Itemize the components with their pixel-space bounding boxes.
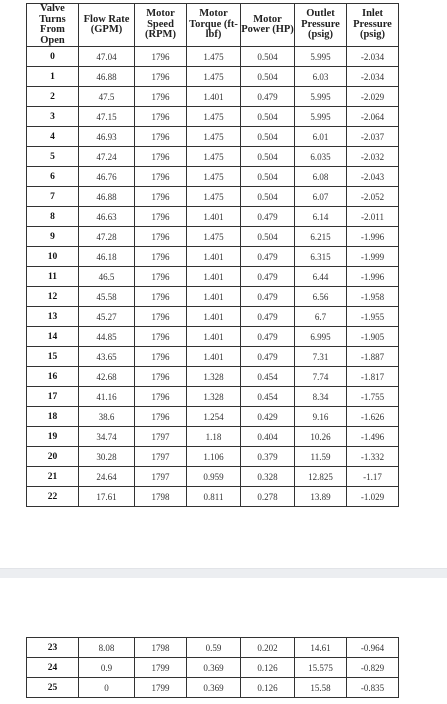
- table-cell: 47.28: [79, 227, 135, 247]
- table-cell: 21: [27, 467, 79, 487]
- header-valve-turns: Valve Turns From Open: [27, 4, 79, 47]
- table-cell: 6.03: [295, 67, 347, 87]
- table-cell: -2.052: [347, 187, 399, 207]
- table-cell: 6.44: [295, 267, 347, 287]
- table-row: [27, 87, 399, 107]
- table-cell: 6.07: [295, 187, 347, 207]
- table-cell: 0.479: [241, 87, 295, 107]
- table-cell: 1.328: [187, 367, 241, 387]
- table-row: [27, 207, 399, 227]
- table-cell: 46.88: [79, 67, 135, 87]
- table-cell: 1.401: [187, 287, 241, 307]
- table-cell: 25: [27, 678, 79, 698]
- table-cell: -2.034: [347, 47, 399, 67]
- table-cell: 1796: [135, 407, 187, 427]
- table-cell: 1797: [135, 467, 187, 487]
- table-cell: 8.08: [79, 638, 135, 658]
- table-cell: 0.404: [241, 427, 295, 447]
- table-cell: 6.14: [295, 207, 347, 227]
- header-outlet-pressure: Outlet Pressure (psig): [295, 4, 347, 47]
- table-cell: 0.479: [241, 287, 295, 307]
- table-cell: 20: [27, 447, 79, 467]
- table-cell: 47.15: [79, 107, 135, 127]
- table-header-row: [27, 4, 399, 47]
- table-row: [27, 267, 399, 287]
- table-cell: 3: [27, 107, 79, 127]
- table-cell: 1799: [135, 678, 187, 698]
- table-cell: 1.475: [187, 127, 241, 147]
- table-cell: 7.31: [295, 347, 347, 367]
- table-row: [27, 47, 399, 67]
- table-row: [27, 347, 399, 367]
- table-cell: 0.479: [241, 307, 295, 327]
- table-cell: 30.28: [79, 447, 135, 467]
- table-cell: -2.043: [347, 167, 399, 187]
- table-cell: 7: [27, 187, 79, 207]
- table-cell: -0.835: [347, 678, 399, 698]
- table-cell: 14: [27, 327, 79, 347]
- table-cell: 1796: [135, 147, 187, 167]
- table-cell: 1797: [135, 447, 187, 467]
- table-cell: 1796: [135, 327, 187, 347]
- table-cell: 41.16: [79, 387, 135, 407]
- table-cell: 7.74: [295, 367, 347, 387]
- table-cell: 0.504: [241, 187, 295, 207]
- table-cell: 45.58: [79, 287, 135, 307]
- table-cell: -1.887: [347, 347, 399, 367]
- table-cell: 1798: [135, 487, 187, 507]
- table-cell: 1796: [135, 387, 187, 407]
- table-cell: 1796: [135, 367, 187, 387]
- table-cell: 12: [27, 287, 79, 307]
- table-cell: 1796: [135, 207, 187, 227]
- table-cell: 13.89: [295, 487, 347, 507]
- table-row: [27, 367, 399, 387]
- table-cell: 1.106: [187, 447, 241, 467]
- pump-test-table-continued: [26, 637, 399, 698]
- table-cell: 0.504: [241, 147, 295, 167]
- table-cell: 46.5: [79, 267, 135, 287]
- table-cell: 6.315: [295, 247, 347, 267]
- table-cell: -1.905: [347, 327, 399, 347]
- table-cell: 16: [27, 367, 79, 387]
- table-row: [27, 307, 399, 327]
- table-cell: 0.369: [187, 678, 241, 698]
- table-cell: 46.88: [79, 187, 135, 207]
- table-cell: -1.029: [347, 487, 399, 507]
- table-cell: 1796: [135, 107, 187, 127]
- table-cell: 1.401: [187, 267, 241, 287]
- table-cell: 0: [79, 678, 135, 698]
- table-cell: -2.032: [347, 147, 399, 167]
- table-cell: 42.68: [79, 367, 135, 387]
- table-cell: -1.755: [347, 387, 399, 407]
- table-row: [27, 167, 399, 187]
- table-cell: 1.475: [187, 227, 241, 247]
- table-cell: 1796: [135, 247, 187, 267]
- table-cell: 46.76: [79, 167, 135, 187]
- table-cell: 24.64: [79, 467, 135, 487]
- table-cell: 47.24: [79, 147, 135, 167]
- table-cell: 0: [27, 47, 79, 67]
- table-cell: 0.959: [187, 467, 241, 487]
- table-cell: 6.56: [295, 287, 347, 307]
- table-cell: 19: [27, 427, 79, 447]
- table-cell: 0.479: [241, 327, 295, 347]
- table-body-page-2: [27, 638, 399, 698]
- table-cell: 14.61: [295, 638, 347, 658]
- table-body-page-1: [27, 47, 399, 507]
- table-cell: 1796: [135, 227, 187, 247]
- table-cell: 34.74: [79, 427, 135, 447]
- table-cell: 1.401: [187, 307, 241, 327]
- table-row: [27, 387, 399, 407]
- table-cell: 1796: [135, 347, 187, 367]
- table-cell: -2.011: [347, 207, 399, 227]
- table-cell: 6.08: [295, 167, 347, 187]
- table-cell: 22: [27, 487, 79, 507]
- table-cell: 1796: [135, 167, 187, 187]
- table-cell: 18: [27, 407, 79, 427]
- header-motor-speed: Motor Speed (RPM): [135, 4, 187, 47]
- table-cell: -1.817: [347, 367, 399, 387]
- table-cell: 0.504: [241, 107, 295, 127]
- table-cell: 13: [27, 307, 79, 327]
- table-cell: 46.93: [79, 127, 135, 147]
- table-cell: 1.18: [187, 427, 241, 447]
- table-cell: 15: [27, 347, 79, 367]
- table-cell: 6.035: [295, 147, 347, 167]
- table-cell: 6.7: [295, 307, 347, 327]
- header-flow-rate: Flow Rate (GPM): [79, 4, 135, 47]
- table-cell: -1.955: [347, 307, 399, 327]
- header-motor-power: Motor Power (HP): [241, 4, 295, 47]
- table-cell: 15.58: [295, 678, 347, 698]
- table-cell: 1.475: [187, 187, 241, 207]
- table-cell: 0.504: [241, 167, 295, 187]
- table-cell: 4: [27, 127, 79, 147]
- table-cell: 0.328: [241, 467, 295, 487]
- table-row: [27, 407, 399, 427]
- table-cell: 46.18: [79, 247, 135, 267]
- table-cell: 1797: [135, 427, 187, 447]
- table-cell: 0.811: [187, 487, 241, 507]
- table-cell: 0.454: [241, 387, 295, 407]
- table-cell: 23: [27, 638, 79, 658]
- table-cell: 1.254: [187, 407, 241, 427]
- table-cell: 6.215: [295, 227, 347, 247]
- table-cell: -1.996: [347, 227, 399, 247]
- table-cell: 1799: [135, 658, 187, 678]
- table-cell: 6.995: [295, 327, 347, 347]
- table-cell: 10: [27, 247, 79, 267]
- table-row: [27, 678, 399, 698]
- pump-test-table: [26, 3, 399, 507]
- table-cell: -1.958: [347, 287, 399, 307]
- table-cell: 47.5: [79, 87, 135, 107]
- table-row: [27, 287, 399, 307]
- table-cell: 0.479: [241, 247, 295, 267]
- table-cell: 1.401: [187, 87, 241, 107]
- table-cell: 1: [27, 67, 79, 87]
- table-cell: 5: [27, 147, 79, 167]
- table-cell: 0.126: [241, 658, 295, 678]
- table-cell: 1.475: [187, 147, 241, 167]
- table-cell: 1.475: [187, 167, 241, 187]
- table-cell: 1796: [135, 127, 187, 147]
- table-cell: 0.59: [187, 638, 241, 658]
- table-cell: 1796: [135, 267, 187, 287]
- table-cell: 1.475: [187, 67, 241, 87]
- table-row: [27, 147, 399, 167]
- table-cell: 0.504: [241, 67, 295, 87]
- table-cell: 44.85: [79, 327, 135, 347]
- table-cell: 6.01: [295, 127, 347, 147]
- table-row: [27, 127, 399, 147]
- table-cell: -0.964: [347, 638, 399, 658]
- table-cell: 11: [27, 267, 79, 287]
- table-cell: 17: [27, 387, 79, 407]
- table-cell: 5.995: [295, 87, 347, 107]
- table-row: [27, 467, 399, 487]
- table-cell: 0.126: [241, 678, 295, 698]
- table-cell: 1.401: [187, 207, 241, 227]
- table-row: [27, 187, 399, 207]
- header-motor-torque: Motor Torque (ft-lbf): [187, 4, 241, 47]
- table-cell: 8: [27, 207, 79, 227]
- table-cell: -2.037: [347, 127, 399, 147]
- table-cell: 45.27: [79, 307, 135, 327]
- table-cell: -1.496: [347, 427, 399, 447]
- table-cell: -1.626: [347, 407, 399, 427]
- table-cell: 24: [27, 658, 79, 678]
- table-cell: -1.996: [347, 267, 399, 287]
- table-cell: 0.479: [241, 267, 295, 287]
- table-cell: 43.65: [79, 347, 135, 367]
- header-inlet-pressure: Inlet Pressure (psig): [347, 4, 399, 47]
- table-cell: 0.454: [241, 367, 295, 387]
- table-cell: 47.04: [79, 47, 135, 67]
- table-row: [27, 487, 399, 507]
- table-cell: 1796: [135, 187, 187, 207]
- table-row: [27, 427, 399, 447]
- table-row: [27, 327, 399, 347]
- table-row: [27, 447, 399, 467]
- table-row: [27, 227, 399, 247]
- table-cell: 1.475: [187, 47, 241, 67]
- table-cell: 0.479: [241, 207, 295, 227]
- table-cell: 1796: [135, 47, 187, 67]
- table-cell: 9.16: [295, 407, 347, 427]
- table-cell: 5.995: [295, 107, 347, 127]
- table-cell: 1796: [135, 307, 187, 327]
- table-cell: 1.401: [187, 347, 241, 367]
- table-cell: 38.6: [79, 407, 135, 427]
- table-cell: -2.029: [347, 87, 399, 107]
- table-cell: -1.332: [347, 447, 399, 467]
- table-cell: 1.401: [187, 327, 241, 347]
- table-cell: 2: [27, 87, 79, 107]
- table-cell: 0.278: [241, 487, 295, 507]
- table-cell: 0.429: [241, 407, 295, 427]
- table-cell: 46.63: [79, 207, 135, 227]
- table-cell: -0.829: [347, 658, 399, 678]
- table-cell: 1796: [135, 67, 187, 87]
- table-row: [27, 247, 399, 267]
- table-cell: 0.202: [241, 638, 295, 658]
- table-row: [27, 107, 399, 127]
- table-row: [27, 67, 399, 87]
- table-cell: 0.369: [187, 658, 241, 678]
- table-cell: 17.61: [79, 487, 135, 507]
- table-cell: 0.504: [241, 227, 295, 247]
- table-cell: -1.17: [347, 467, 399, 487]
- table-cell: 1798: [135, 638, 187, 658]
- table-cell: -1.999: [347, 247, 399, 267]
- table-cell: 12.825: [295, 467, 347, 487]
- table-cell: 1.401: [187, 247, 241, 267]
- table-cell: 0.9: [79, 658, 135, 678]
- table-row: [27, 658, 399, 678]
- table-cell: 0.504: [241, 47, 295, 67]
- table-cell: 11.59: [295, 447, 347, 467]
- table-cell: 8.34: [295, 387, 347, 407]
- table-cell: 1796: [135, 287, 187, 307]
- table-cell: -2.034: [347, 67, 399, 87]
- table-cell: 0.379: [241, 447, 295, 467]
- table-cell: 0.479: [241, 347, 295, 367]
- table-cell: 5.995: [295, 47, 347, 67]
- table-cell: -2.064: [347, 107, 399, 127]
- table-cell: 1.328: [187, 387, 241, 407]
- table-cell: 15.575: [295, 658, 347, 678]
- table-cell: 10.26: [295, 427, 347, 447]
- table-cell: 9: [27, 227, 79, 247]
- table-row: [27, 638, 399, 658]
- table-cell: 0.504: [241, 127, 295, 147]
- table-cell: 1.475: [187, 107, 241, 127]
- table-cell: 6: [27, 167, 79, 187]
- table-cell: 1796: [135, 87, 187, 107]
